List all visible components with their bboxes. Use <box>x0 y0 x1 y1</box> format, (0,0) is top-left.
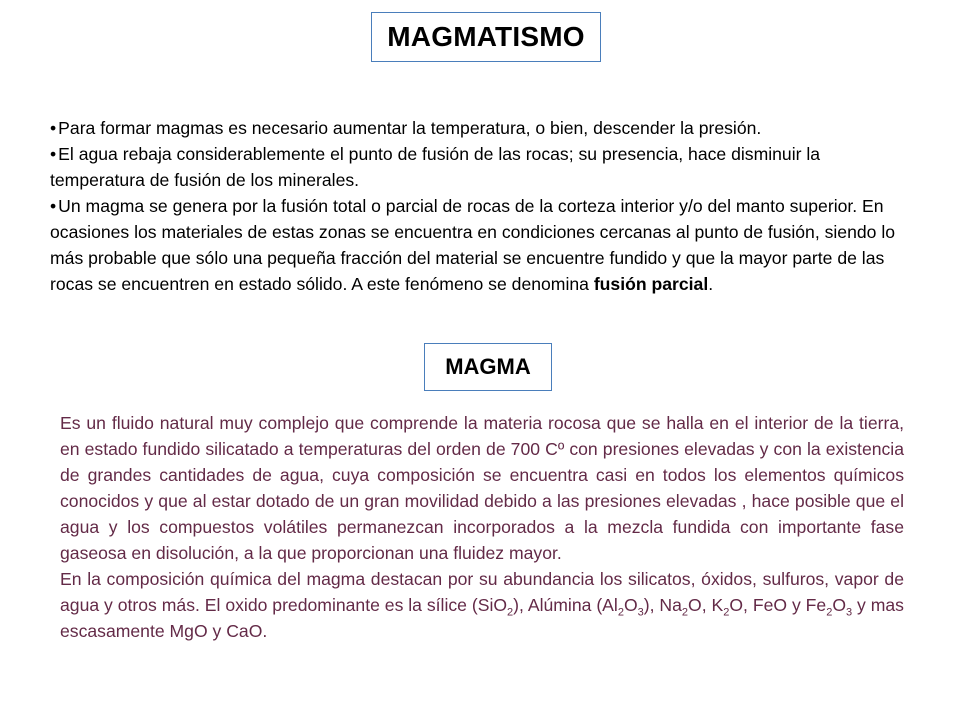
composition-text: O <box>623 595 638 615</box>
subscript: 2 <box>507 606 514 619</box>
subscript: 2 <box>617 606 624 619</box>
composition-intro: En la composición química del magma destacan por su abundancia los silicatos, óxidos, sulfuros, vapor de agua y otros más. El oxido predominante es la sílice (SiO <box>60 569 904 615</box>
subscript: 3 <box>846 606 853 619</box>
bullet-marker: • <box>50 118 57 138</box>
magma-paragraph-1: Es un fluido natural muy complejo que comprende la materia rocosa que se halla en el interior de la tierra, en estado fundido silicatado a temperaturas del orden de 700 Cº con presiones elevadas y con la existencia de grandes cantidades de agua, cuya composición se encuentra casi en todos los elementos químicos conocidos y que al estar dotado de un gran movilidad debido a las presiones elevadas , hace posible que el agua y los compuestos volátiles permanezcan incorporados a la mezcla fundida con importante fase gaseosa en disolución, a la que proporcionan una fluidez mayor. <box>60 413 904 563</box>
bullet-list <box>50 115 910 297</box>
section-title-text: MAGMA <box>445 354 531 379</box>
magma-paragraph-2 <box>60 566 904 644</box>
bullet-text-end: . <box>708 274 714 294</box>
bullet-marker: • <box>50 196 57 216</box>
composition-text: ), Na <box>643 595 682 615</box>
bullet-text: El agua rebaja considerablemente el punto de fusión de las rocas; su presencia, hace disminuir la temperatura de fusión de los minerales. <box>50 144 821 190</box>
bullet-bold-term: fusión parcial <box>593 274 709 294</box>
composition-text: ), Alúmina (Al <box>513 595 618 615</box>
composition-text: O, FeO y Fe <box>729 595 827 615</box>
composition-ending: y mas escasamente MgO y CaO. <box>60 595 904 641</box>
bullet-text: Para formar magmas es necesario aumentar la temperatura, o bien, descender la presión. <box>58 118 762 138</box>
bullet-item <box>50 193 910 297</box>
slide-title-text: MAGMATISMO <box>387 21 585 52</box>
subscript: 2 <box>723 606 730 619</box>
magma-description <box>60 410 904 644</box>
bullet-marker: • <box>50 144 57 164</box>
bullet-text: Un magma se genera por la fusión total o parcial de rocas de la corteza interior y/o del manto superior. En ocasiones los materiales de estas zonas se encuentra en condiciones cercanas al punto de fusión, siendo lo más probable que sólo una pequeña fracción del material se encuentre fundido y que la mayor parte de las rocas se encuentren en estado sólido. A este fenómeno se denomina <box>50 196 896 294</box>
bullet-item <box>50 141 910 193</box>
composition-text: O <box>832 595 847 615</box>
subscript: 2 <box>826 606 833 619</box>
bullet-item <box>50 115 910 141</box>
composition-text: O, K <box>688 595 724 615</box>
subscript: 2 <box>681 606 689 619</box>
section-title <box>424 343 552 391</box>
slide-title <box>371 12 601 62</box>
subscript: 3 <box>637 606 644 619</box>
